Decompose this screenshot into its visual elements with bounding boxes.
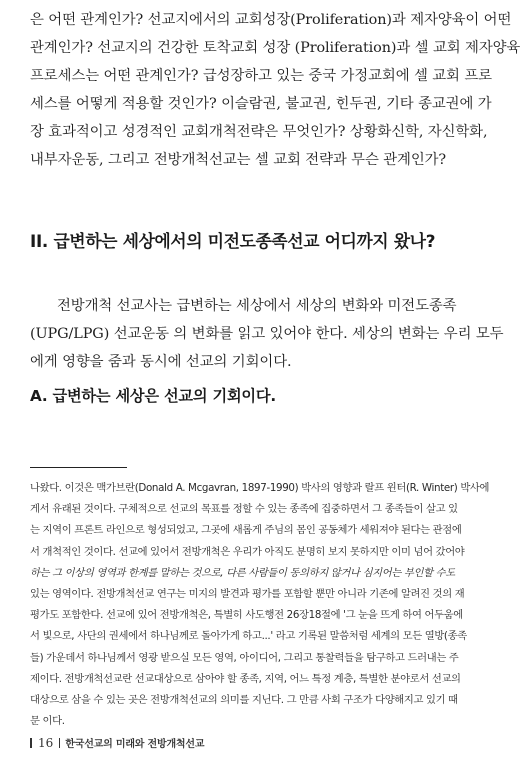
footnote-line: 들) 가운데서 하나님께서 영광 받으실 모든 영역, 아이디어, 그리고 통찰력들을 탐구하고 드러내는 주 (30, 651, 459, 664)
footnote-line: 있는 영역이다. 전방개척선교 연구는 미지의 발견과 평가를 포함할 뿐만 아니라 기존에 알려진 것의 재 (30, 588, 465, 601)
section-paragraph (30, 292, 504, 376)
footer-separator (59, 738, 60, 748)
running-title: 한국선교의 미래와 전방개척선교 (65, 739, 205, 750)
footnote-line: 게서 유래된 것이다. 구체적으로 선교의 목표를 정할 수 있는 종족에 집중하면서 그 종족들이 살고 있 (30, 503, 458, 516)
intro-line: 프로세스는 어떤 관계인가? 급성장하고 있는 중국 가정교회에 셀 교회 프로 (30, 68, 492, 84)
intro-paragraph (30, 6, 520, 174)
page-footer (30, 735, 204, 750)
footnote-line: 는 지역이 프론트 라인으로 형성되었고, 그곳에 새롭게 주님의 몸인 공동체가 세워져야 된다는 관점에 (30, 524, 462, 537)
footnote-line: 평가도 포함한다. 선교에 있어 전방개척은, 특별히 사도행전 26장18절에 '그 눈을 뜨게 하여 어두움에 (30, 609, 463, 622)
footnote-line: 문 이다. (30, 715, 65, 728)
section-heading: II. 급변하는 세상에서의 미전도종족선교 어디까지 왔나? (30, 231, 436, 251)
intro-line: 세스를 어떻게 적용할 것인가? 이슬람권, 불교권, 힌두권, 기타 종교권에 가 (30, 96, 492, 112)
footnote-line: 나왔다. 이것은 맥가브란(Donald A. Mcgavran, 1897-1990) 박사의 영향과 랄프 윈터(R. Winter) 박사에 (30, 482, 490, 494)
sub-heading: A. 급변하는 세상은 선교의 기회이다. (30, 387, 276, 405)
intro-line: 내부자운동, 그리고 전방개척선교는 셀 교회 전략과 무슨 관계인가? (30, 152, 447, 168)
page-number: 16 (38, 736, 54, 750)
section-line: (UPG/LPG) 선교운동 의 변화를 읽고 있어야 한다. 세상의 변화는 우리 모두 (30, 326, 504, 342)
footnote-divider (30, 467, 127, 468)
section-line: 에게 영향을 줌과 동시에 선교의 기회이다. (30, 354, 292, 370)
footnote-line: 대상으로 삼을 수 있는 곳은 전방개척선교의 의미를 지닌다. 그 만큼 사회 구조가 다양해지고 있기 때 (30, 694, 458, 707)
footnote-line: 서 개척적인 것이다. 선교에 있어서 전방개척은 우리가 아직도 분명히 보지 못하지만 이미 넘어 갔어야 (30, 545, 465, 558)
intro-line: 은 어떤 관계인가? 선교지에서의 교회성장(Proliferation)과 제자양육이 어떤 (30, 12, 512, 28)
intro-line: 장 효과적이고 성경적인 교회개척전략은 무엇인가? 상황화신학, 자신학화, (30, 124, 488, 140)
footnote (30, 478, 490, 732)
intro-line: 관계인가? 선교지의 건강한 토착교회 성장 (Proliferation)과 셀 교회 제자양육 (30, 40, 520, 56)
footnote-line: 서 빛으로, 사단의 권세에서 하나님께로 돌아가게 하고...' 라고 기록된 말씀처럼 세계의 모든 열방(종족 (30, 630, 467, 643)
section-line: 전방개척 선교사는 급변하는 세상에서 세상의 변화와 미전도종족 (57, 298, 457, 314)
footnote-line: 하는 그 이상의 영역과 한계를 말하는 것으로, 다른 사람들이 동의하지 않거나 심지어는 부인할 수도 (30, 566, 455, 579)
footer-bar-mark (30, 738, 32, 748)
footnote-line: 제이다. 전방개척선교란 선교대상으로 삼아야 할 종족, 지역, 어느 특정 계층, 특별한 분야로서 선교의 (30, 672, 461, 685)
